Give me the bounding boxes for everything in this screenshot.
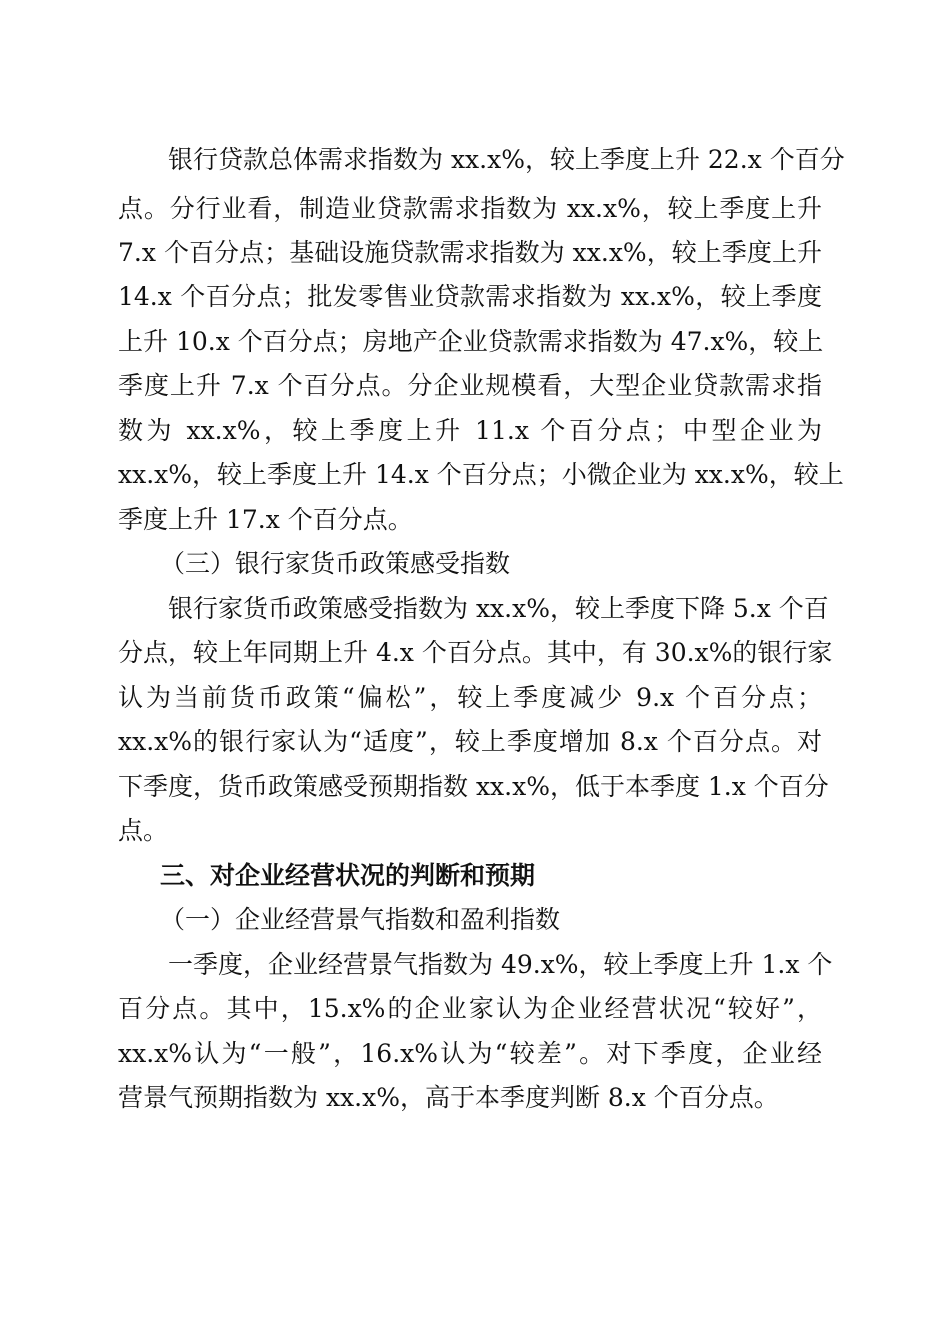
paragraph-line: 一季度，企业经营景气指数为 49.x%，较上季度上升 1.x 个 bbox=[168, 950, 833, 979]
paragraph-line: 7.x 个百分点；基础设施贷款需求指数为 xx.x%，较上季度上升 bbox=[118, 238, 822, 267]
section-heading-enterprise: 三、对企业经营状况的判断和预期 bbox=[160, 861, 536, 890]
paragraph-line: xx.x%的银行家认为“适度”，较上季度增加 8.x 个百分点。对 bbox=[118, 727, 822, 756]
paragraph-line: 季度上升 17.x 个百分点。 bbox=[118, 505, 413, 534]
paragraph-line: 银行贷款总体需求指数为 xx.x%，较上季度上升 22.x 个百分 bbox=[168, 145, 845, 174]
paragraph-line: 点。分行业看，制造业贷款需求指数为 xx.x%，较上季度上升 bbox=[118, 194, 822, 223]
paragraph-line: 营景气预期指数为 xx.x%，高于本季度判断 8.x 个百分点。 bbox=[118, 1083, 779, 1112]
paragraph-line: 分点，较上年同期上升 4.x 个百分点。其中，有 30.x%的银行家 bbox=[118, 638, 833, 667]
paragraph-line: 点。 bbox=[118, 816, 169, 845]
paragraph-line: 百分点。其中，15.x%的企业家认为企业经营状况“较好”， bbox=[118, 994, 822, 1023]
paragraph-line: 14.x 个百分点；批发零售业贷款需求指数为 xx.x%，较上季度 bbox=[118, 282, 822, 311]
subheading-banker-monetary-policy: （三）银行家货币政策感受指数 bbox=[160, 549, 511, 578]
paragraph-line: xx.x%，较上季度上升 14.x 个百分点；小微企业为 xx.x%，较上 bbox=[118, 460, 844, 489]
subheading-enterprise-index: （一）企业经营景气指数和盈利指数 bbox=[160, 905, 561, 934]
paragraph-line: 上升 10.x 个百分点；房地产企业贷款需求指数为 47.x%，较上 bbox=[118, 327, 824, 356]
paragraph-line: 下季度，货币政策感受预期指数 xx.x%，低于本季度 1.x 个百分 bbox=[118, 772, 829, 801]
paragraph-line: 季度上升 7.x 个百分点。分企业规模看，大型企业贷款需求指 bbox=[118, 371, 822, 400]
paragraph-line: 数为 xx.x%，较上季度上升 11.x 个百分点；中型企业为 bbox=[118, 416, 822, 445]
paragraph-line: 认为当前货币政策“偏松”，较上季度减少 9.x 个百分点； bbox=[118, 683, 822, 712]
paragraph-line: xx.x%认为“一般”，16.x%认为“较差”。对下季度，企业经 bbox=[118, 1039, 822, 1068]
paragraph-line: 银行家货币政策感受指数为 xx.x%，较上季度下降 5.x 个百 bbox=[168, 594, 829, 623]
